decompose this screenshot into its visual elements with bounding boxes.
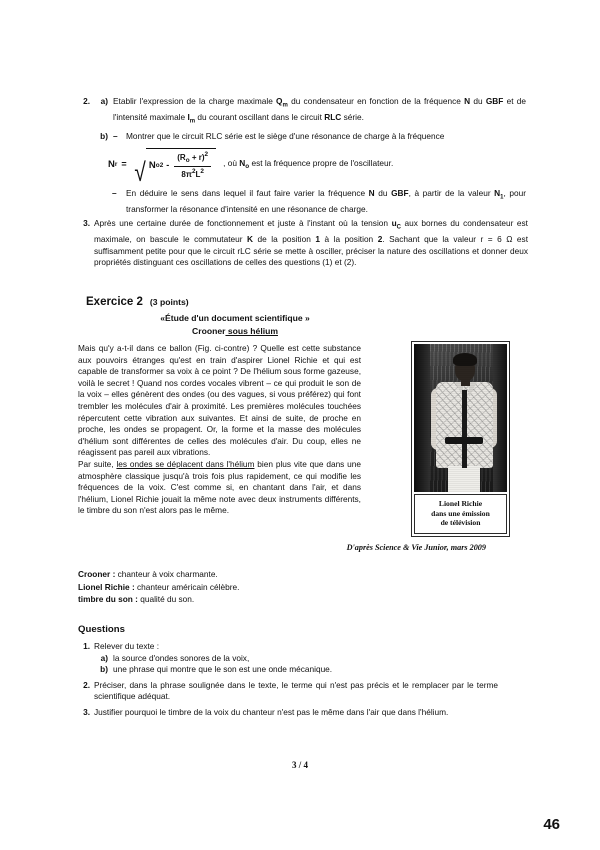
deduce-seg3: , à partir de la valeur: [408, 188, 495, 198]
tail-N: N: [239, 158, 246, 169]
tail-after: est la fréquence propre de l'oscillateur.: [249, 158, 394, 169]
question-2a-label: a): [100, 96, 108, 106]
article-paragraph-1: Mais qu'y a-t-il dans ce ballon (Fig. ci-contre) ? Quelle est cette substance aux pouvoirs étranges qu'est en train d'aspirer Lionel Richie et qui est capable de transformer sa voix à ce point ? De l'hélium sous forme gazeuse, voilà le secret ! Quand nos cordes vocales vibrent – ce qui produit le son de la voix – elles génèrent des ondes (ou des vagues, si vous préférez) qui font trembler les molécules d'air à proximité. Les premières molécules touchées répercutent cette vibration aux suivantes. Et ainsi de suite, de proche en proche, les ondes se propagent. Or, la forme et la masse des molécules d'hélium sont différentes de celles des molécules d'air. Du coup, elles ne réagissent pas pareil aux vibrations.: [78, 343, 361, 458]
sheet-number: 46: [543, 816, 560, 833]
figure-caption-line-1: Lionel Richie: [438, 499, 483, 508]
deduce-seg2: du: [374, 188, 392, 198]
question-3-text: [94, 218, 528, 269]
fraction-denominator: [178, 167, 207, 180]
photo-placket: [462, 390, 467, 468]
photo-trousers: [448, 466, 480, 492]
question-2b-sentence: Montrer que le circuit RLC série est le siège d'une résonance de charge à la fréquence: [125, 130, 445, 141]
resonance-formula: [108, 148, 394, 188]
den-L-sup: 2: [200, 168, 204, 176]
q2: [78, 680, 498, 703]
photo-hair: [453, 353, 477, 366]
question-2b-dash: –: [113, 130, 118, 141]
deduce-dashline: [112, 188, 526, 216]
q3-uc-sub: C: [396, 224, 401, 231]
glossary-term-1: Lionel Richie: [78, 581, 130, 592]
glossary-entry-1: [78, 581, 458, 594]
question-2b: [94, 131, 526, 143]
questions-list: [78, 641, 498, 720]
figure-caption: [414, 494, 507, 534]
article-paragraph-2: [78, 459, 361, 517]
q3-K: K: [247, 234, 254, 245]
glossary-entry-0: [78, 568, 458, 581]
question-2-body: [94, 96, 526, 142]
q1-text: Relever du texte :: [94, 641, 160, 651]
q1: [78, 641, 498, 676]
q2a-Qm-sub: m: [282, 102, 288, 109]
q1a: [94, 653, 498, 665]
q2a-seg3: du: [470, 96, 486, 106]
question-3-line: [76, 218, 528, 269]
deduce-GBF: GBF: [391, 188, 409, 198]
glossary-sep-0: :: [110, 569, 118, 579]
deduce-seg4: , pour transformer la résonance d'intensité en une résonance de charge.: [126, 188, 527, 215]
den-8: 8: [181, 170, 186, 180]
question-2-number: 2.: [83, 96, 90, 106]
figure-lionel-richie: [411, 341, 510, 537]
glossary-entry-2: [78, 593, 458, 606]
radicand-N-sub: o: [155, 161, 160, 169]
q2-text: Préciser, dans la phrase soulignée dans le texte, le terme qui n'est pas précis et le remplacer par le terme scientifique adéquat.: [94, 679, 498, 702]
tail-before: , où: [223, 158, 240, 169]
q3-pos1: 1: [315, 234, 320, 245]
q2a-seg4: et de l'intensité maximale: [113, 96, 526, 123]
deduce-N1: N: [494, 188, 501, 198]
photo-collar-right: [469, 382, 477, 397]
q3-text: Justifier pourquoi le timbre de la voix du chanteur n'est pas le même dans l'air que dans l'hélium.: [94, 706, 449, 717]
q3-pos2: 2: [377, 234, 383, 245]
para2-after: bien plus vite que dans une atmosphère classique jusqu'à trois fois plus rapidement, ce qui modifie les fréquences de la voix. C'est comme si, en chantant dans l'air, et dans l'hélium, Lionel Richie jouait la même note avec deux instruments différents, le timbre du son n'est alors pas le même.: [78, 458, 362, 516]
num-sup: 2: [204, 151, 209, 158]
radicand: [146, 148, 216, 180]
glossary-sep-1: :: [129, 581, 138, 592]
formula-lhs: N: [108, 158, 115, 170]
question-2a-text: [113, 96, 526, 129]
q1-body: [94, 641, 498, 676]
exercise2-subtitle-1: «Étude d'un document scientifique »: [160, 313, 310, 323]
q2a-N: N: [464, 96, 471, 106]
deduce-dash: –: [112, 188, 117, 198]
q2a-Qm: Q: [276, 96, 283, 106]
exercise2-title-text: Exercice 2: [86, 296, 143, 308]
q3-seg2: aux bornes du condensateur est maximale, on bascule le commutateur: [94, 218, 528, 245]
den-pi: π: [185, 170, 192, 180]
formula-lhs-sub: r: [114, 160, 118, 168]
q1b: [94, 664, 498, 676]
q3-uc: u: [391, 218, 397, 228]
exercise2-points: (3 points): [149, 297, 189, 307]
figure-caption-line-2: dans une émission: [431, 508, 490, 518]
figure-caption-line-3: de télévision: [440, 518, 481, 528]
article-body: [78, 343, 361, 517]
deduce-N1-sub: 1: [500, 194, 504, 201]
q1a-text: la source d'ondes sonores de la voix,: [113, 652, 250, 663]
q3-seg3: de la position: [253, 234, 316, 245]
question-2b-label: b): [100, 130, 108, 141]
den-L: L: [195, 170, 201, 180]
q1-number: 1.: [83, 641, 90, 651]
q2a-GBF: GBF: [485, 96, 504, 106]
question-2: [76, 96, 526, 142]
subtitle2-underlined: sous hélium: [225, 326, 278, 336]
q2a-seg2: du condensateur en fonction de la fréquence: [287, 96, 465, 106]
num-plus: + r): [189, 153, 205, 162]
radicand-N: N: [148, 159, 156, 171]
formula-fraction: [174, 150, 211, 180]
page-indicator: 3 / 4: [291, 760, 308, 770]
question-3-number: 3.: [83, 218, 90, 228]
q1b-text: une phrase qui montre que le son est une onde mécanique.: [113, 664, 333, 675]
q2a-Im-sub: m: [189, 118, 196, 125]
para2-before: Par suite,: [78, 458, 117, 469]
q3-number: 3.: [83, 706, 90, 717]
num-R-sub: o: [185, 157, 190, 164]
photo-image: [414, 344, 507, 492]
subtitle2-prefix: Crooner: [192, 326, 226, 336]
para2-underlined-phrase: les ondes se déplacent dans l'hélium: [116, 458, 255, 469]
article-source: D'après Science & Vie Junior, mars 2009: [346, 543, 486, 552]
deduce-text: [126, 188, 526, 216]
question-3: [76, 218, 528, 269]
photo-shadow-left: [414, 344, 430, 492]
deduce-seg1: En déduire le sens dans lequel il faut faire varier la fréquence: [126, 188, 369, 198]
tail-N-sub: o: [245, 163, 250, 171]
exercise2-title: [86, 296, 189, 308]
formula-radical: [133, 148, 216, 188]
questions-heading: Questions: [78, 624, 125, 635]
radical-sign-icon: √: [134, 157, 146, 188]
exercise2-subtitle-2: [0, 326, 470, 336]
q2a-seg6: série.: [341, 112, 364, 123]
num-open: (R: [177, 153, 186, 162]
q2a-seg1: Etablir l'expression de la charge maximale: [113, 96, 277, 106]
q3-seg1: Après une certaine durée de fonctionnement et juste à l'instant où la tension: [94, 218, 392, 228]
q2-number: 2.: [83, 679, 90, 690]
q2a-RLC: RLC: [324, 112, 342, 123]
formula-minus: -: [166, 160, 170, 171]
q3-seg4: à la position: [319, 234, 378, 245]
glossary-def-2: qualité du son.: [140, 594, 195, 605]
glossary-term-2: timbre du son: [78, 594, 133, 605]
q1a-label: a): [100, 652, 108, 663]
radicand-N-sup: 2: [159, 161, 164, 169]
q2a-Im: I: [187, 112, 190, 123]
q1b-label: b): [100, 664, 108, 675]
q3-seg5: . Sachant que la valeur r = 6 Ω est suffisamment petite pour que le circuit rLC série se mette à osciller, préciser la nature des oscillations et donner deux propriétés distinguant ces oscillations de celles des questions (1) et (2).: [94, 234, 529, 268]
question-2a: [94, 96, 526, 129]
formula-equals: =: [121, 159, 127, 170]
fraction-numerator: [174, 150, 211, 166]
glossary: [78, 568, 458, 606]
photo-belt: [445, 437, 483, 444]
question-2b-text: [113, 131, 526, 143]
exercise1-remaining-items: [76, 96, 526, 142]
glossary-def-0: chanteur à voix charmante.: [117, 569, 218, 579]
formula-tail: [223, 158, 393, 170]
glossary-sep-2: :: [132, 594, 141, 605]
glossary-def-1: chanteur américain célèbre.: [137, 581, 240, 592]
deduce-item: [112, 188, 526, 216]
q3: [78, 707, 498, 719]
den-pi-sup: 2: [191, 168, 196, 176]
glossary-term-0: Crooner: [78, 569, 111, 579]
deduce-N: N: [368, 188, 375, 198]
q2a-seg5: du courant oscillant dans le circuit: [195, 112, 325, 123]
